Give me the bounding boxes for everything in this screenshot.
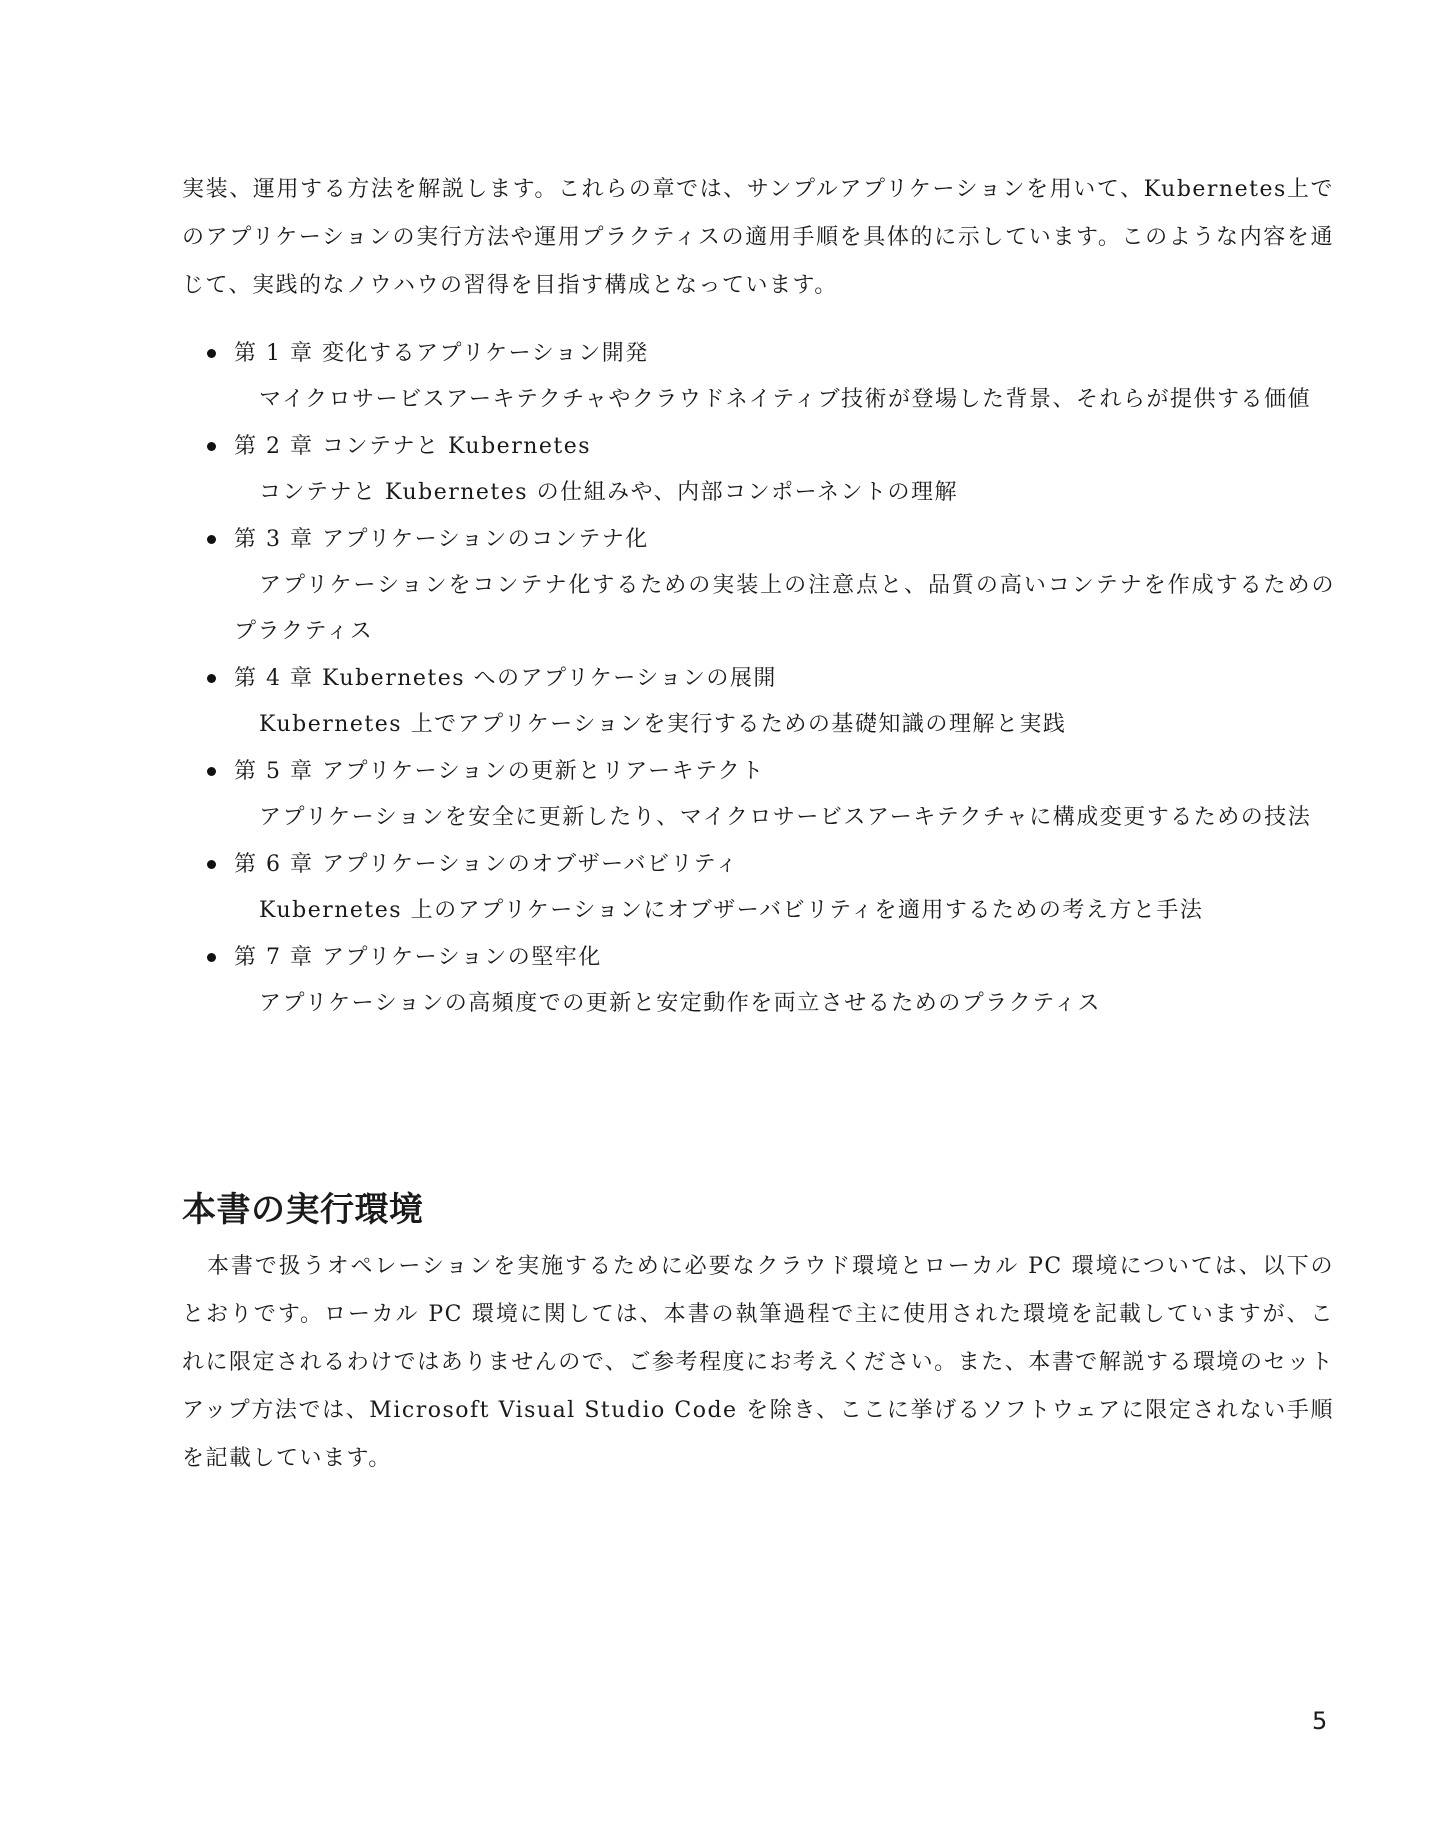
chapter-description: Kubernetes 上のアプリケーションにオブザーバビリティを適用するための考え方と手法 (259, 898, 1204, 923)
chapter-title: 第 5 章 アプリケーションの更新とリアーキテクト (234, 759, 765, 784)
chapter-description: アプリケーションの高頻度での更新と安定動作を両立させるためのプラクティス (259, 991, 1102, 1016)
intro-paragraph: 実装、運用する方法を解説します。これらの章では、サンプルアプリケーションを用いて、Kubernetes上でのアプリケーションの実行方法や運用プラクティスの適用手順を具体的に示しています。このような内容を通じて、実践的なノウハウの習得を目指す構成となっています。 (182, 177, 1334, 298)
section-heading: 本書の実行環境 (182, 1190, 424, 1230)
chapter-title: 第 6 章 アプリケーションのオブザーバビリティ (234, 852, 739, 877)
chapter-item (207, 934, 1335, 1027)
chapter-description: コンテナと Kubernetes の仕組みや、内部コンポーネントの理解 (259, 480, 959, 505)
bullet-icon (207, 953, 216, 962)
bullet-icon (207, 860, 216, 869)
page-number: 5 (1312, 1707, 1328, 1735)
chapter-item (207, 748, 1335, 841)
chapter-title: 第 3 章 アプリケーションのコンテナ化 (234, 527, 649, 552)
chapter-item (207, 516, 1335, 655)
bullet-icon (207, 674, 216, 683)
chapter-description: マイクロサービスアーキテクチャやクラウドネイティブ技術が登場した背景、それらが提供する価値 (259, 387, 1312, 412)
chapter-item (207, 841, 1335, 934)
bullet-icon (207, 442, 216, 451)
chapter-title: 第 2 章 コンテナと Kubernetes (234, 434, 592, 459)
bullet-icon (207, 535, 216, 544)
chapter-title: 第 4 章 Kubernetes へのアプリケーションの展開 (234, 666, 777, 691)
chapter-description: アプリケーションをコンテナ化するための実装上の注意点と、品質の高いコンテナを作成するためのプラクティス (234, 573, 1335, 644)
chapter-description: Kubernetes 上でアプリケーションを実行するための基礎知識の理解と実践 (259, 712, 1067, 737)
chapter-title: 第 1 章 変化するアプリケーション開発 (234, 341, 649, 366)
chapter-item (207, 330, 1335, 423)
chapter-description: アプリケーションを安全に更新したり、マイクロサービスアーキテクチャに構成変更するための技法 (259, 805, 1312, 830)
chapter-item (207, 655, 1335, 748)
section-body: 本書で扱うオペレーションを実施するために必要なクラウド環境とローカル PC 環境については、以下のとおりです。ローカル PC 環境に関しては、本書の執筆過程で主に使用された環境を記載していますが、これに限定されるわけではありませんので、ご参考程度にお考えください。また、本書で解説する環境のセットアップ方法では、Microsoft Visual Studio Code を除き、ここに挙げるソフトウェアに限定されない手順を記載しています。 (182, 1254, 1334, 1471)
bullet-icon (207, 767, 216, 776)
chapter-list (207, 330, 1335, 1027)
chapter-title: 第 7 章 アプリケーションの堅牢化 (234, 945, 602, 970)
chapter-item (207, 423, 1335, 516)
bullet-icon (207, 349, 216, 358)
